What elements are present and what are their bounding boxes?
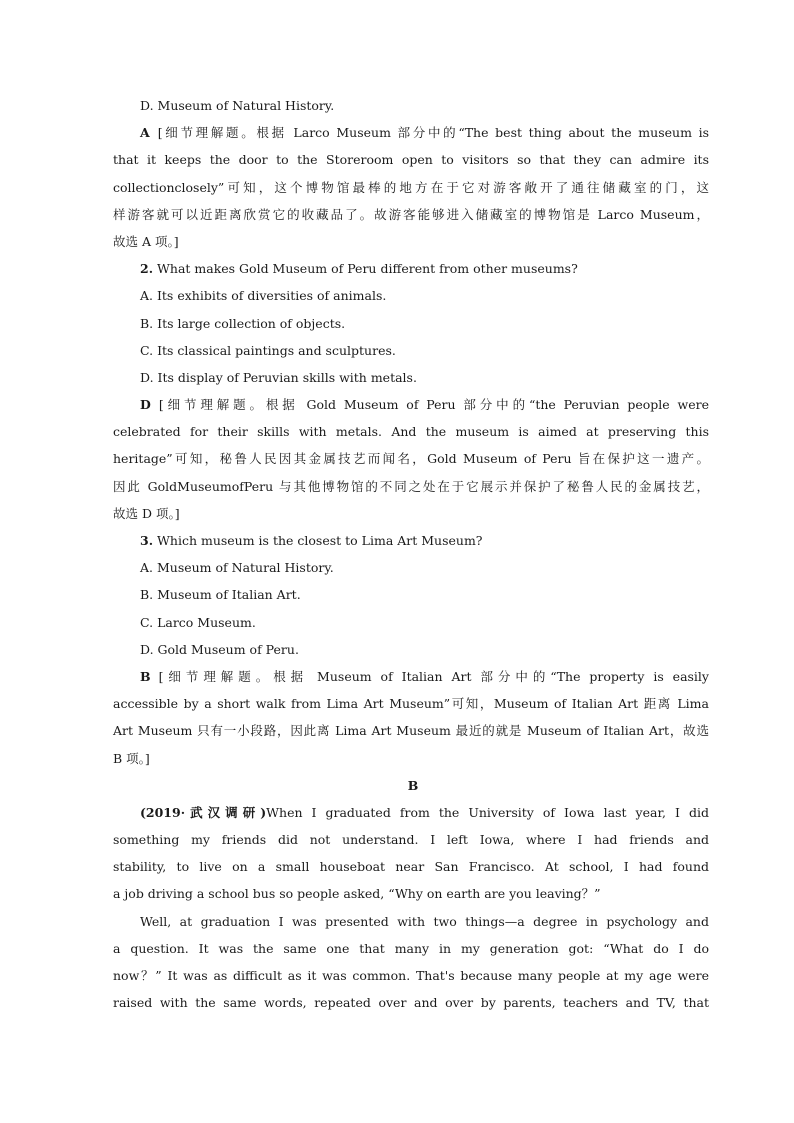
section-heading: B [407, 777, 419, 793]
option-line: C. Its classical paintings and sculptures. [140, 342, 396, 358]
answer-line: celebrated for their skills with metals. And the museum is aimed at preserving this [113, 424, 709, 440]
passage-line: now？” It was as difficult as it was common. That's because many people at my age were [113, 968, 709, 983]
passage-line: a job driving a school bus so people asked, “Why on earth are you leaving？” [113, 886, 601, 902]
answer-line: heritage”可知，秘鲁人民因其金属技艺而闻名，Gold Museum of Peru 旨在保护这一遗产。 [113, 451, 709, 467]
passage-line: stability, to live on a small houseboat near San Francisco. At school, I had found [113, 859, 709, 875]
answer-key: B [140, 668, 151, 684]
option-line: B. Museum of Italian Art. [140, 587, 301, 603]
question-number: 2. [140, 261, 154, 277]
option-line: D. Museum of Natural History. [140, 98, 335, 113]
answer-line: 样游客就可以近距离欣赏它的收藏品了。故游客能够进入储藏室的博物馆是 Larco Museum， [113, 206, 709, 222]
question-line [113, 255, 713, 282]
answer-key: A [140, 125, 150, 141]
answer-line: B 项。] [113, 750, 150, 766]
question-text: What makes Gold Museum of Peru different from other museums? [157, 261, 578, 277]
answer-line [113, 663, 709, 690]
option-line: C. Larco Museum. [140, 614, 256, 630]
option-line: D. Gold Museum of Peru. [140, 641, 299, 657]
passage-line: something my friends did not understand. I left Iowa, where I had friends and [113, 832, 709, 848]
question-line [113, 527, 713, 554]
answer-line: that it keeps the door to the Storeroom open to visitors so that they can admire its [113, 152, 709, 168]
passage-line [113, 799, 709, 826]
option-line: D. Its display of Peruvian skills with metals. [140, 369, 417, 385]
answer-line: accessible by a short walk from Lima Art Museum”可知，Museum of Italian Art 距离 Lima [113, 696, 709, 712]
answer-text: [细节理解题。根据 Museum of Italian Art 部分中的“The property is easily [158, 668, 709, 684]
answer-line: 故选 D 项。] [113, 505, 180, 521]
answer-line [113, 119, 709, 146]
answer-line: Art Museum 只有一小段路，因此离 Lima Art Museum 最近的就是 Museum of Italian Art，故选 [113, 723, 709, 739]
passage-text: When I graduated from the University of Iowa last year, I did [266, 804, 709, 820]
answer-text: [细节理解题。根据 Larco Museum 部分中的“The best thing about the museum is [157, 125, 709, 141]
document-page [113, 92, 713, 1016]
option-line: A. Its exhibits of diversities of animals. [140, 288, 387, 304]
passage-line: Well, at graduation I was presented with two things—a degree in psychology and [140, 913, 709, 929]
answer-text: [细节理解题。根据 Gold Museum of Peru 部分中的“the Peruvian people were [158, 397, 709, 413]
passage-line: raised with the same words, repeated over and over by parents, teachers and TV, that [113, 995, 709, 1011]
passage-source: (2019·武汉调研) [140, 804, 267, 820]
passage-line: a question. It was the same one that many in my generation got: “What do I do [113, 940, 709, 956]
answer-line: 因此 GoldMuseumofPeru 与其他博物馆的不同之处在于它展示并保护了秘鲁人民的金属技艺， [113, 478, 709, 494]
option-line: A. Museum of Natural History. [140, 560, 334, 576]
answer-line: collectionclosely”可知，这个博物馆最棒的地方在于它对游客敞开了通往储藏室的门，这 [113, 179, 709, 195]
question-number: 3. [140, 533, 154, 548]
answer-line [113, 391, 709, 418]
question-text: Which museum is the closest to Lima Art Museum? [157, 533, 483, 548]
answer-key: D [140, 397, 151, 413]
option-line: B. Its large collection of objects. [140, 315, 346, 331]
answer-line: 故选 A 项。] [113, 233, 179, 249]
